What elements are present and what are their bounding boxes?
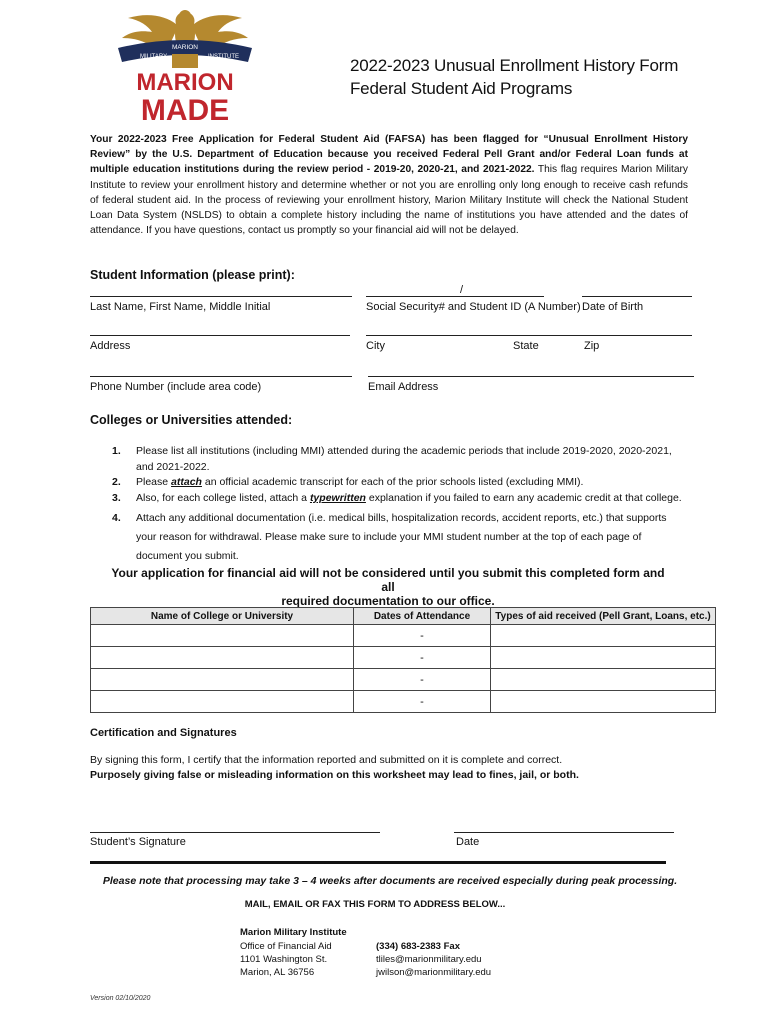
column-header: Dates of Attendance [354,608,491,625]
table-row [91,691,716,713]
instruction-number: 3. [112,492,121,504]
instruction-number: 4. [112,512,121,524]
signature-line[interactable] [90,832,380,833]
submission-warning: Your application for financial aid will not be considered until you submit this completed form and all required documentation to our office. [111,566,665,608]
mail-instruction: MAIL, EMAIL OR FAX THIS FORM TO ADDRESS BELOW... [244,899,506,910]
address-line: Marion, AL 36756 [240,967,315,978]
state-label: State [513,340,539,352]
date-line[interactable] [454,832,674,833]
phone-label: Phone Number (include area code) [90,381,262,393]
logo-banner-left: MILITARY [140,54,168,60]
dates-cell[interactable]: - [354,691,491,713]
typewritten-emphasis: typewritten [309,492,366,504]
intro-bold-text: Your 2022-2023 Free Application for Federal Student Aid (FAFSA) has been flagged for “Unusual Enrollment History Review” by the U.S. Department of Education because you received Federal Pell Grant and/or Federal Loan funds at multiple education institutions during the review period - 2019-20, 2020-21, and 2021-2022. [90,134,688,176]
intro-body-text: This flag requires Marion Military Institute to review your enrollment history and determine whether or not you are enrolling only long enough to receive cash refunds of federal student aid. In the process of reviewing your enrollment history, Marion Military Institute will check the National Student Loan Data System (NSLDS) to obtain a complete history including the name of institutions you have attended and the dates of attendance. If you have questions, contact us promptly so your financial aid will not be delayed. [90,164,689,237]
instruction-number: 2. [112,476,121,488]
college-name-cell[interactable] [91,669,354,691]
processing-note: Please note that processing may take 3 – 4 weeks after documents are received especially during peak processing. [102,875,678,887]
date-label: Date [456,836,480,848]
attach-emphasis: attach [171,476,202,488]
aid-type-cell[interactable] [491,625,716,647]
column-header: Types of aid received (Pell Grant, Loans, etc.) [491,608,716,625]
instruction-item-3 [112,490,682,506]
intro-paragraph [90,132,688,238]
aid-type-cell[interactable] [491,647,716,669]
contact-email-link[interactable]: jwilson@marionmilitary.edu [376,967,492,978]
form-subtitle: Federal Student Aid Programs [350,79,573,98]
email-label: Email Address [368,381,439,393]
address-line: 1101 Washington St. [240,954,328,965]
college-name-cell[interactable] [91,647,354,669]
logo-word-marion: MARION [136,69,234,96]
instruction-item-2 [112,474,682,490]
certification-statement: By signing this form, I certify that the information reported and submitted on it is complete and correct. [90,754,563,766]
address-line: Office of Financial Aid [240,941,332,952]
name-label: Last Name, First Name, Middle Initial [90,301,271,313]
instruction-number: 1. [112,445,121,457]
dates-cell[interactable]: - [354,647,491,669]
marion-made-logo [100,4,270,122]
city-label: City [366,340,385,352]
dob-field-line[interactable] [582,296,692,297]
contact-email-link[interactable]: tliles@marionmilitary.edu [376,954,482,965]
dates-cell[interactable]: - [354,669,491,691]
logo-word-made: MADE [140,94,230,122]
instruction-text: Attach any additional documentation (i.e. medical bills, hospitalization records, accident reports, etc.) that supports your reason for withdrawal. Please make sure to include your MMI student number at the top of each page of document you submit. [136,512,667,562]
ssn-label: Social Security# and Student ID (A Number) [366,301,581,313]
address-label: Address [90,340,131,352]
phone-field-line[interactable] [90,376,352,377]
dob-label: Date of Birth [582,301,644,313]
colleges-table [90,607,716,713]
instruction-item-1 [112,443,682,475]
divider [90,861,666,864]
email-field-line[interactable] [368,376,694,377]
certification-warning: Purposely giving false or misleading information on this worksheet may lead to fines, jail, or both. [90,769,579,781]
form-title: 2022-2023 Unusual Enrollment History Form [350,56,679,75]
college-name-cell[interactable] [91,625,354,647]
address-field-line[interactable] [90,335,350,336]
aid-type-cell[interactable] [491,669,716,691]
colleges-heading: Colleges or Universities attended: [90,413,293,427]
college-name-cell[interactable] [91,691,354,713]
column-header: Name of College or University [91,608,354,625]
instruction-item-4 [112,509,682,563]
logo-banner-right: INSTITUTE [208,54,239,60]
table-row [91,625,716,647]
signature-label: Student’s Signature [90,836,186,848]
zip-label: Zip [584,340,600,352]
fax-number: (334) 683-2383 Fax [376,941,460,952]
ssn-separator: / [460,284,464,296]
table-header-row [91,608,716,625]
logo-banner-center: MARION [172,44,198,51]
aid-type-cell[interactable] [491,691,716,713]
instruction-text: Also, for each college listed, attach a typewritten explanation if you failed to earn any academic credit at that college. [136,492,682,504]
dates-cell[interactable]: - [354,625,491,647]
certification-heading: Certification and Signatures [90,727,237,739]
version-label: Version 02/10/2020 [90,995,151,1002]
name-field-line[interactable] [90,296,352,297]
ssn-field-line[interactable] [366,296,544,297]
city-state-zip-field-line[interactable] [366,335,692,336]
instruction-text: Please attach an official academic transcript for each of the prior schools listed (excluding MMI). [136,476,584,488]
table-row [91,647,716,669]
student-info-heading: Student Information (please print): [90,268,295,282]
instruction-text: Please list all institutions (including MMI) attended during the academic periods that include 2019-2020, 2020-2021, and 2021-2022. [136,445,672,473]
table-row [91,669,716,691]
org-name: Marion Military Institute [240,927,347,938]
